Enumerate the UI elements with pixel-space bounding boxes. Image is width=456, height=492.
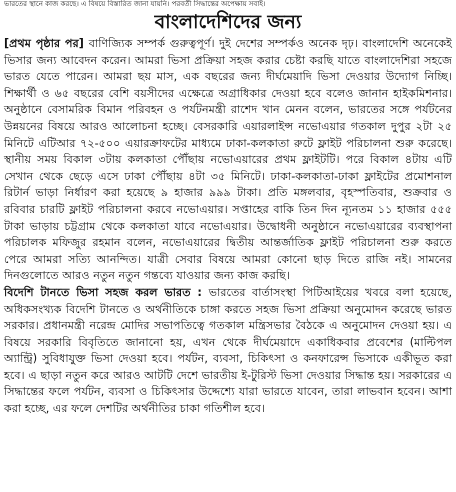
article-headline: বাংলাদেশিদের জন্য	[154, 11, 302, 33]
article-body	[4, 36, 452, 418]
section-subhead: বিদেশি টানতে ভিসা সহজ করল ভারত :	[4, 285, 209, 299]
continuation-kicker: [প্রথম পৃষ্ঠার পর]	[4, 37, 89, 50]
paragraph-text: ভারতের বার্তাসংস্থা পিটিআইয়ের খবরে বলা হয়েছে, অধিকসংখ্যক বিদেশি টানতে ও অর্থনীতিকে চাঙ্গা করতে সহজ ভিসা প্রক্রিয়া অনুমোদন করেছে ভারত সরকার। প্রধানমন্ত্রী নরেন্দ্র মোদির সভাপতিত্বে গতকাল মন্ত্রিসভার বৈঠকে এ অনুমোদন দেওয়া হয়। এ বিষয়ে সরকারি বিবৃতিতে জানানো হয়, এখন থেকে দীর্ঘমেয়াদে একাধিকবার প্রবেশের (মাল্টিপল অ্যান্ট্রি) সুবিধাযুক্ত ভিসা দেওয়া হবে। পর্যটন, ব্যবসা, চিকিৎসা ও কনফারেন্স ভিসাকে একীভূত করা হবে। এ ছাড়া নতুন করে আরও আটটি দেশে ভারতীয় ই-টুরিস্ট ভিসা দেওয়ার সিদ্ধান্ত হয়। সরকারের এ সিদ্ধান্তের ফলে পর্যটন, ব্যবসা ও চিকিৎসার উদ্দেশ্যে যারা ভারতে যাবেন, তারা লাভবান হবেন। আশা করা হচ্ছে, এর ফলে দেশটির অর্থনীতির চাকা গতিশীল হবে।	[4, 285, 452, 416]
paragraph-first	[4, 36, 452, 285]
previous-article-fragment: ভারতের স্থানে কাজ করছে। এ বিষয়ে বিস্তারিত জানা যায়নি। পরবর্তী সিদ্ধান্তের অপেক্ষায় সবাই।	[4, 0, 266, 8]
paragraph-text: বাণিজ্যিক সম্পর্ক গুরুত্বপূর্ণ। দুই দেশের সম্পর্কও অনেক দৃঢ়। বাংলাদেশি অনেকেই ভিসার জন্য আবেদন করেন। আমরা ভিসা প্রক্রিয়া সহজ করার চেষ্টা করছি যাতে বাংলাদেশিরা সহজে ভারত যেতে পারেন। আমরা ছয় মাস, এক বছরের জন্য দীর্ঘমেয়াদি ভিসা দেওয়ার উদ্যোগ নিচ্ছি। শিক্ষার্থী ও ৬৫ বছরের বেশি বয়সীদের এক্ষেত্রে অগ্রাধিকার দেওয়া হবে বলেও জানান হাইকমিশনার। অনুষ্ঠানে বেসামরিক বিমান পরিবহন ও পর্যটনমন্ত্রী রাশেদ খান মেনন বলেন, ভারতের সঙ্গে পর্যটনের উন্নয়নের বিষয়ে আরও আলোচনা হচ্ছে। বেসরকারি এয়ারলাইন্স নভোএয়ার গতকাল দুপুর ২টা ২৫ মিনিটে এটিআর ৭২-৫০০ এয়ারক্রাফটের মাধ্যমে ঢাকা-কলকাতা রুটে ফ্লাইট পরিচালনা শুরু করেছে। স্থানীয় সময় বিকাল ৩টায় কলকাতা পৌঁছায় নভোএয়ারের প্রথম ফ্লাইটটি। পরে বিকাল ৪টায় এটি সেখান থেকে ছেড়ে এসে ঢাকা পৌঁছায় ৪টা ৩৫ মিনিটে। ঢাকা-কলকাতা-ঢাকা ফ্লাইটের প্রমোশনাল রিটার্ন ভাড়া নির্ধারণ করা হয়েছে ৯ হাজার ৯৯৯ টাকা। প্রতি মঙ্গলবার, বৃহস্পতিবার, শুক্রবার ও রবিবার চারটি ফ্লাইট পরিচালনা করবে নভোএয়ার। সপ্তাহের বাকি তিন দিন ন্যূনতম ১১ হাজার ৫৫৫ টাকা ভাড়ায় চট্টগ্রাম থেকে কলকাতা যাবে নভোএয়ার। উদ্বোধনী অনুষ্ঠানে নভোএয়ারের ব্যবস্থাপনা পরিচালক মফিজুর রহমান বলেন, নভোএয়ারের দ্বিতীয় আন্তর্জাতিক ফ্লাইট পরিচালনা শুরু করতে পেরে আমরা সত্যি আনন্দিত। যাত্রী সেবার বিষয়ে আমরা কোনো ছাড় দিতে রাজি নই। সামনের দিনগুলোতে আরও নতুন নতুন গন্তব্যে যাওয়ার জন্য কাজ করছি।	[4, 37, 452, 283]
paragraph-second	[4, 285, 452, 418]
